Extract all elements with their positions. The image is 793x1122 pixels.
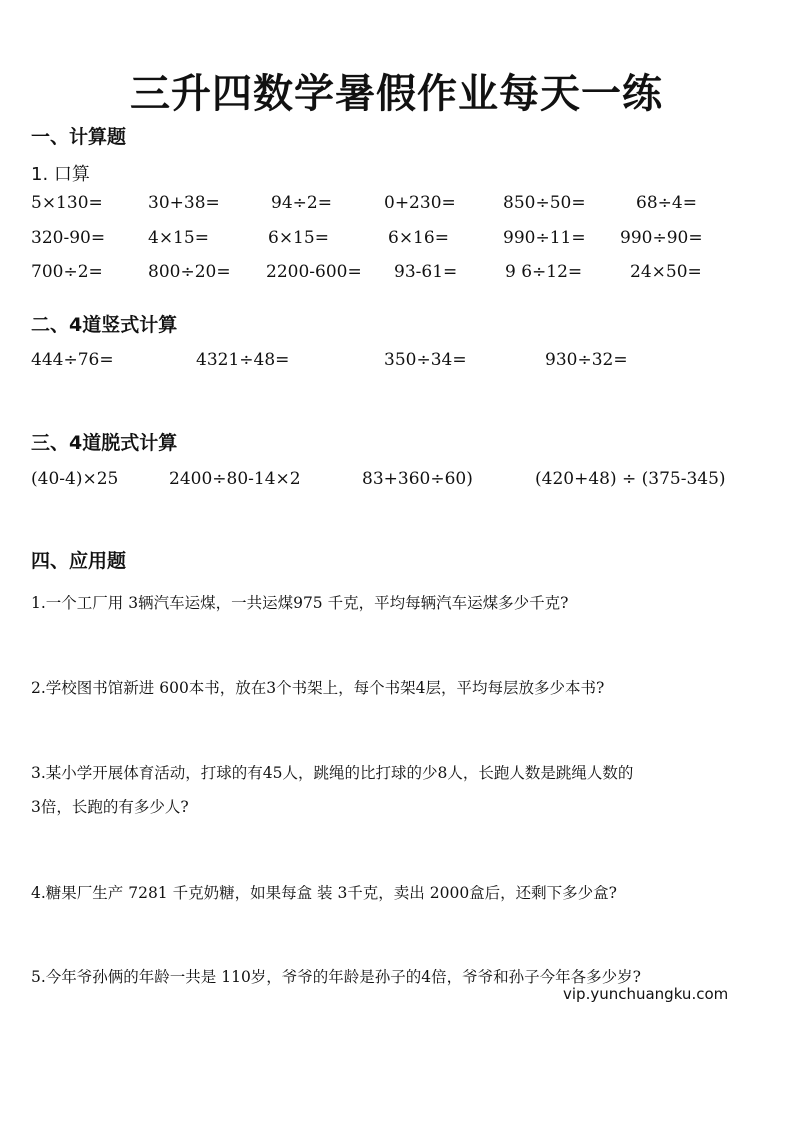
word-problem: 3.某小学开展体育活动，打球的有45人，跳绳的比打球的少8人，长跑人数是跳绳人数的 xyxy=(31,764,634,782)
oral-problem: 94÷2= xyxy=(271,193,332,213)
vertical-problem: 444÷76= xyxy=(31,350,114,370)
step-problem: 2400÷80-14×2 xyxy=(169,469,301,489)
vertical-problem: 4321÷48= xyxy=(196,350,290,370)
step-problem: (420+48) ÷ (375-345) xyxy=(535,469,726,489)
oral-problem: 2200-600= xyxy=(266,262,362,282)
section-heading-step-calculation: 三、4道脱式计算 xyxy=(31,432,178,454)
page-title: 三升四数学暑假作业每天一练 xyxy=(130,71,663,117)
oral-problem: 4×15= xyxy=(148,228,209,248)
oral-problem: 6×15= xyxy=(268,228,329,248)
step-problem: (40-4)×25 xyxy=(31,469,119,489)
oral-problem: 800÷20= xyxy=(148,262,231,282)
word-problem-continuation: 3倍，长跑的有多少人? xyxy=(31,798,189,816)
oral-problem: 68÷4= xyxy=(636,193,697,213)
oral-problem: 93-61= xyxy=(394,262,458,282)
oral-problem: 990÷90= xyxy=(620,228,703,248)
oral-problem: 850÷50= xyxy=(503,193,586,213)
word-problem: 2.学校图书馆新进 600本书，放在3个书架上，每个书架4层，平均每层放多少本书? xyxy=(31,679,605,697)
step-problem: 83+360÷60) xyxy=(362,469,473,489)
oral-problem: 24×50= xyxy=(630,262,702,282)
section-heading-calculation: 一、计算题 xyxy=(31,126,127,148)
oral-problem: 700÷2= xyxy=(31,262,103,282)
oral-problem: 990÷11= xyxy=(503,228,586,248)
section-heading-word-problems: 四、应用题 xyxy=(31,550,127,572)
word-problem: 4.糖果厂生产 7281 千克奶糖，如果每盒 装 3千克，卖出 2000盒后，还剩下多少盒? xyxy=(31,884,617,902)
word-problem: 5.今年爷孙俩的年龄一共是 110岁，爷爷的年龄是孙子的4倍，爷爷和孙子今年各多少岁? xyxy=(31,968,641,986)
subsection-oral-calculation: 1. 口算 xyxy=(31,164,90,185)
oral-problem: 0+230= xyxy=(384,193,456,213)
watermark-url: vip.yunchuangku.com xyxy=(563,985,729,1003)
oral-problem: 6×16= xyxy=(388,228,449,248)
vertical-problem: 930÷32= xyxy=(545,350,628,370)
oral-problem: 5×130= xyxy=(31,193,103,213)
vertical-problem: 350÷34= xyxy=(384,350,467,370)
oral-problem: 320-90= xyxy=(31,228,106,248)
word-problem: 1.一个工厂用 3辆汽车运煤，一共运煤975 千克，平均每辆汽车运煤多少千克? xyxy=(31,594,569,612)
section-heading-vertical-calculation: 二、4道竖式计算 xyxy=(31,314,178,336)
oral-problem: 30+38= xyxy=(148,193,220,213)
oral-problem: 9 6÷12= xyxy=(505,262,583,282)
